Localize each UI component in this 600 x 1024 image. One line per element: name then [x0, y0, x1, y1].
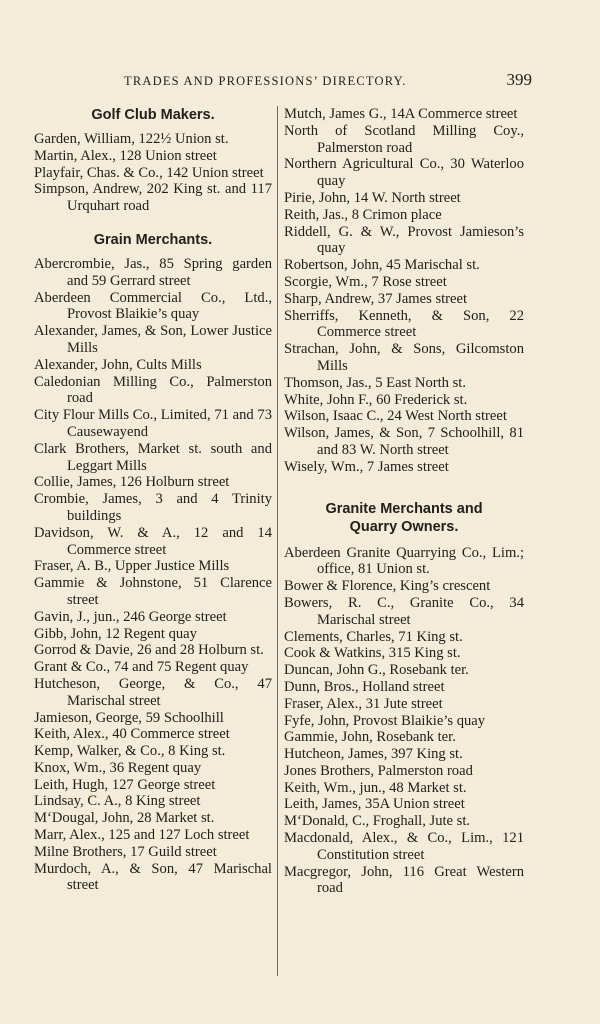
running-header	[32, 70, 532, 90]
directory-entry: Playfair, Chas. & Co., 142 Union street	[34, 164, 264, 181]
directory-entry: Hutcheson, George, & Co., 47 Marischal street	[34, 675, 272, 709]
directory-entry: Gammie, John, Rosebank ter.	[284, 729, 456, 746]
directory-entry: Strachan, John, & Sons, Gilcomston Mills	[284, 341, 524, 374]
header-title: TRADES AND PROFESSIONS’ DIRECTORY.	[124, 74, 407, 88]
directory-entry: Lindsay, C. A., 8 King street	[34, 793, 201, 810]
section-heading-golf-club-makers: Golf Club Makers.	[91, 107, 215, 123]
directory-entry: Northern Agricultural Co., 30 Waterloo quay	[284, 156, 524, 190]
directory-entry: Scorgie, Wm., 7 Rose street	[284, 273, 447, 290]
directory-entry: White, John F., 60 Frederick st.	[284, 391, 468, 408]
directory-entry: Macgregor, John, 116 Great Western road	[284, 863, 524, 897]
directory-entry: Hutcheon, James, 397 King st.	[284, 746, 463, 763]
directory-entry: Robertson, John, 45 Marischal st.	[284, 257, 480, 274]
directory-entry: Sharp, Andrew, 37 James street	[284, 290, 468, 307]
directory-entry: Crombie, James, 3 and 4 Trinity buildings	[34, 491, 272, 524]
directory-entry: Garden, William, 122½ Union st.	[34, 131, 229, 147]
directory-entry: Fyfe, John, Provost Blaikie’s quay	[284, 712, 486, 729]
left-column	[34, 106, 272, 894]
directory-entry: Dunn, Bros., Holland street	[284, 678, 445, 695]
section-heading-grain-merchants: Grain Merchants.	[93, 231, 213, 248]
directory-entry: Caledonian Milling Co., Palmerston road	[34, 373, 272, 407]
directory-entry: Aberdeen Granite Quarrying Co., Lim.; office, 81 Union st.	[284, 544, 524, 578]
directory-entry: Jones Brothers, Palmerston road	[284, 762, 473, 779]
directory-entry: Mutch, James G., 14A Commerce street	[284, 106, 518, 122]
directory-entry: Bowers, R. C., Granite Co., 34 Marischal street	[284, 594, 524, 628]
directory-entry: Gammie & Johnstone, 51 Clarence street	[34, 575, 272, 608]
directory-entry: Simpson, Andrew, 202 King st. and 117 Urquhart road	[34, 181, 272, 215]
granite-merchants-list	[284, 545, 524, 898]
directory-entry: North of Scotland Milling Coy., Palmerston road	[284, 122, 524, 156]
directory-entry: Murdoch, A., & Son, 47 Marischal street	[34, 860, 272, 894]
directory-entry: Bower & Florence, King’s crescent	[284, 578, 491, 595]
golf-club-makers-list	[34, 131, 272, 215]
directory-entry: M‘Dougal, John, 28 Market st.	[34, 810, 215, 827]
directory-entry: Riddell, G. & W., Provost Jamieson’s quay	[284, 223, 524, 257]
directory-entry: Marr, Alex., 125 and 127 Loch street	[34, 827, 250, 844]
column-divider	[277, 106, 278, 976]
directory-entry: Thomson, Jas., 5 East North st.	[284, 374, 467, 391]
directory-entry: Abercrombie, Jas., 85 Spring garden and 59 Gerrard street	[34, 255, 272, 289]
directory-entry: Collie, James, 126 Holburn street	[34, 474, 230, 491]
directory-entry: Leith, Hugh, 127 George street	[34, 776, 216, 793]
directory-entry: Keith, Alex., 40 Commerce street	[34, 726, 230, 743]
directory-entry: Davidson, W. & A., 12 and 14 Commerce street	[34, 524, 272, 558]
directory-entry: Gibb, John, 12 Regent quay	[34, 625, 197, 642]
grain-merchants-continued-list	[284, 106, 524, 476]
directory-entry: Keith, Wm., jun., 48 Market st.	[284, 779, 467, 796]
directory-entry: Alexander, James, & Son, Lower Justice Mills	[34, 323, 272, 356]
directory-entry: Wisely, Wm., 7 James street	[284, 458, 449, 475]
granite-heading-line-2: Quarry Owners.	[349, 518, 459, 535]
section-heading-granite-merchants	[284, 500, 524, 536]
directory-entry: Duncan, John G., Rosebank ter.	[284, 662, 469, 679]
directory-entry: Reith, Jas., 8 Crimon place	[284, 206, 442, 223]
directory-entry: Clements, Charles, 71 King st.	[284, 628, 463, 645]
directory-entry: Leith, James, 35A Union street	[284, 796, 465, 813]
directory-entry: Gorrod & Davie, 26 and 28 Holburn st.	[34, 642, 264, 659]
right-column	[284, 106, 524, 897]
directory-entry: Kemp, Walker, & Co., 8 King st.	[34, 743, 226, 760]
directory-entry: Fraser, A. B., Upper Justice Mills	[34, 558, 230, 575]
directory-entry: Milne Brothers, 17 Guild street	[34, 843, 217, 860]
directory-entry: Aberdeen Commercial Co., Ltd., Provost Blaikie’s quay	[34, 289, 272, 323]
directory-entry: Wilson, James, & Son, 7 Schoolhill, 81 and 83 W. North street	[284, 425, 524, 458]
directory-entry: Grant & Co., 74 and 75 Regent quay	[34, 659, 249, 676]
directory-entry: Clark Brothers, Market st. south and Leggart Mills	[34, 440, 272, 474]
directory-entry: Knox, Wm., 36 Regent quay	[34, 759, 202, 776]
directory-entry: Macdonald, Alex., & Co., Lim., 121 Constitution street	[284, 830, 524, 863]
grain-merchants-list	[34, 256, 272, 894]
granite-heading-line-1: Granite Merchants and	[325, 500, 483, 517]
directory-entry: Cook & Watkins, 315 King st.	[284, 645, 461, 662]
directory-entry: City Flour Mills Co., Limited, 71 and 73 Causewayend	[34, 407, 272, 440]
directory-entry: Martin, Alex., 128 Union street	[34, 147, 217, 164]
directory-entry: Jamieson, George, 59 Schoolhill	[34, 709, 224, 726]
directory-entry: Alexander, John, Cults Mills	[34, 356, 202, 373]
directory-entry: M‘Donald, C., Froghall, Jute st.	[284, 813, 471, 830]
directory-entry: Wilson, Isaac C., 24 West North street	[284, 408, 507, 425]
directory-entry: Sherriffs, Kenneth, & Son, 22 Commerce street	[284, 307, 524, 341]
page-number: 399	[506, 70, 532, 89]
directory-entry: Gavin, J., jun., 246 George street	[34, 608, 227, 625]
directory-entry: Pirie, John, 14 W. North street	[284, 189, 461, 206]
directory-entry: Fraser, Alex., 31 Jute street	[284, 695, 443, 712]
